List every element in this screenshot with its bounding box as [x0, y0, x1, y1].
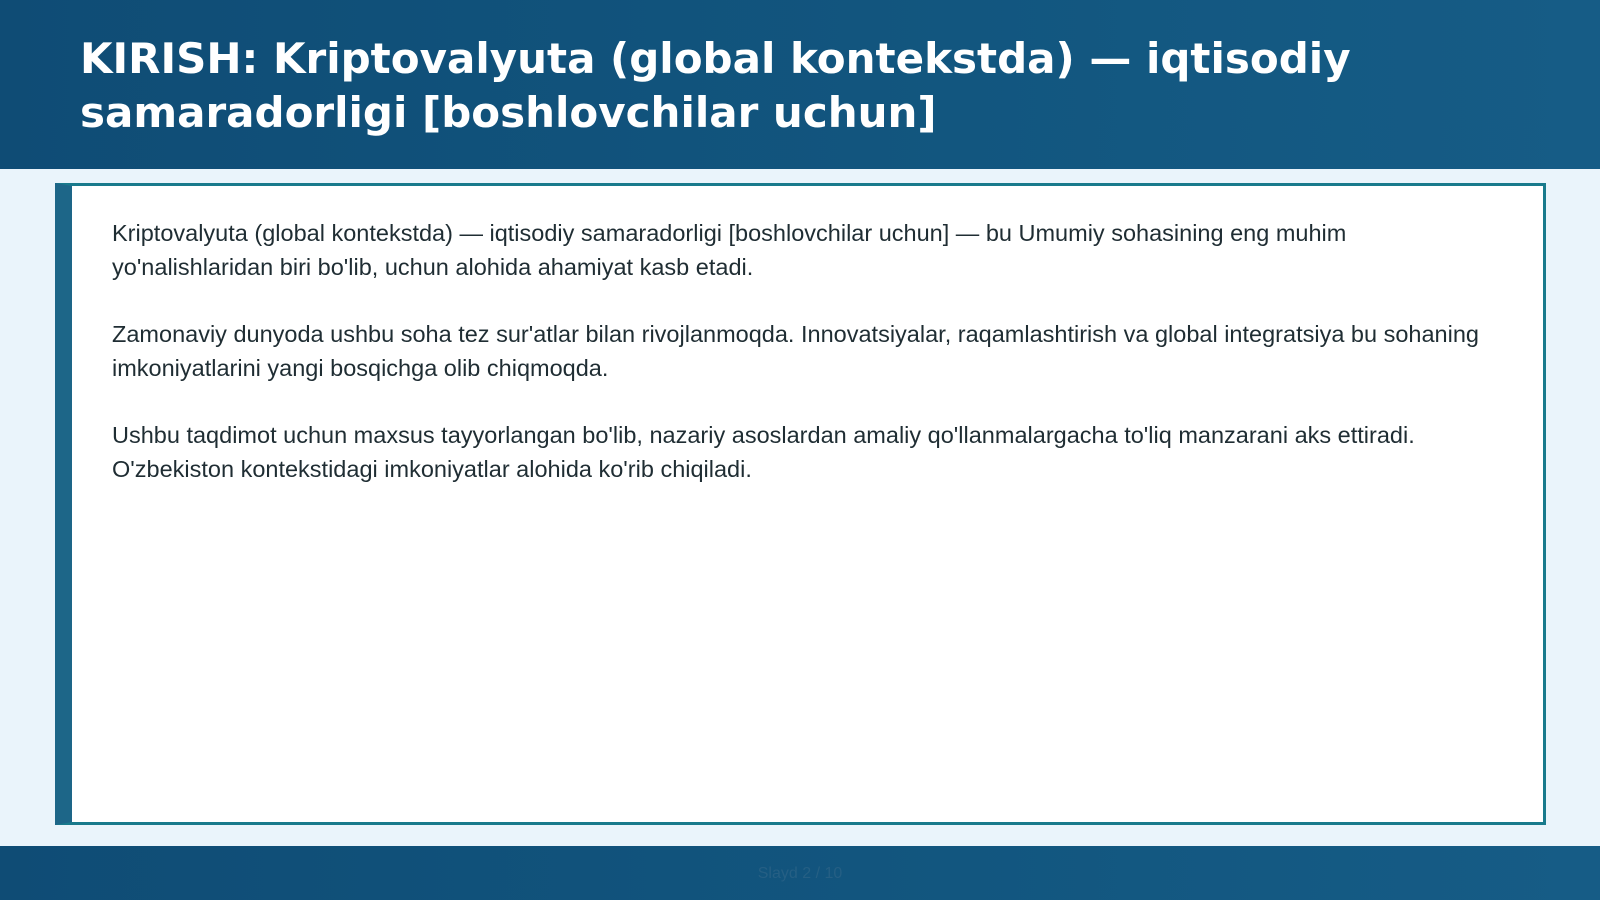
paragraph-presentation-purpose: Ushbu taqdimot uchun maxsus tayyorlangan bo'lib, nazariy asoslardan amaliy qo'llanmalargacha to'liq manzarani aks ettiradi. O'zbekiston kontekstidagi imkoniyatlar alohida ko'rib chiqiladi.: [112, 422, 1415, 482]
slide-footer: [0, 846, 1600, 900]
slide-number: Slayd 2 / 10: [757, 865, 843, 882]
text-area: [112, 216, 1503, 519]
paragraph-intro: Kriptovalyuta (global kontekstda) — iqtisodiy samaradorligi [boshlovchilar uchun] — bu Umumiy sohasining eng muhim yo'nalishlaridan biri bo'lib, uchun alohida ahamiyat kasb etadi.: [112, 220, 1347, 280]
content-card: [55, 183, 1546, 825]
slide-header: [0, 0, 1600, 169]
slide-title: KIRISH: Kriptovalyuta (global kontekstda) — iqtisodiy samaradorligi [boshlovchilar uchun]: [80, 34, 1351, 137]
paragraph-modern-world: Zamonaviy dunyoda ushbu soha tez sur'atlar bilan rivojlanmoqda. Innovatsiyalar, raqamlashtirish va global integratsiya bu sohaning imkoniyatlarini yangi bosqichga olib chiqmoqda.: [112, 321, 1479, 381]
